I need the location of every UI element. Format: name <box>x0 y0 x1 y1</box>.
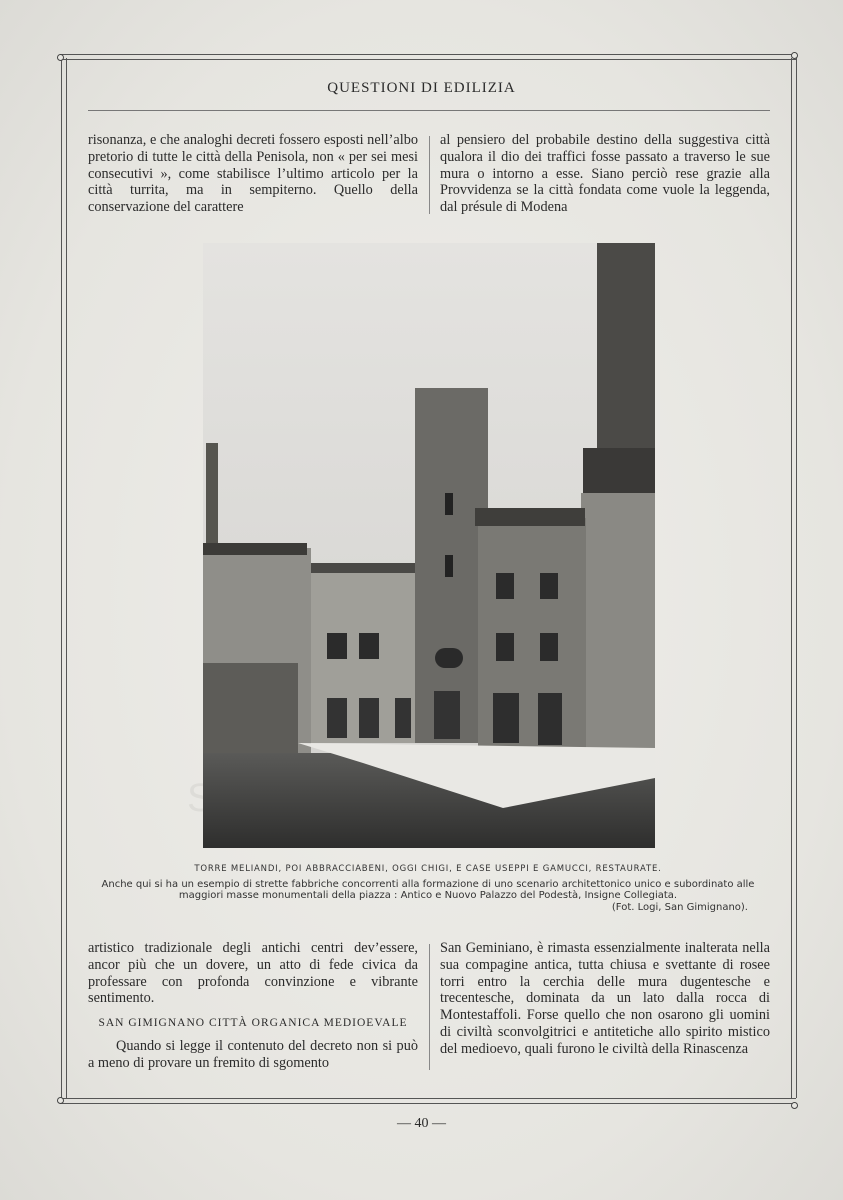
top-left-column <box>88 132 418 216</box>
frame-border-left <box>61 58 67 1098</box>
top-right-column <box>440 132 770 216</box>
photo-illustration <box>203 243 655 848</box>
house-window <box>359 633 379 659</box>
frame-corner-ornament <box>791 52 798 59</box>
house-window <box>540 573 558 599</box>
architecture-photo <box>203 243 655 848</box>
house-window <box>540 633 558 661</box>
left-shadow <box>203 663 298 753</box>
bottom-right-column <box>440 940 770 1058</box>
house-window <box>496 573 514 599</box>
house-window <box>327 633 347 659</box>
bottom-right-text: San Geminiano, è rimasta essenzialmente inalterata nella sua compagine antica, tutta chiusa e svettante di rosee torri entro la cerchia delle mura dugentesche e trecentesche, dominata da un lato dalla rocca di Montestaffoli. Forse quello che non osarono gli uomini di civiltà sconvolgitrici e antitetiche allo spirito mistico del medioevo, quali furono le civiltà della Rinascenza <box>440 940 770 1057</box>
right-tower <box>597 243 655 458</box>
frame-corner-ornament <box>791 1102 798 1109</box>
house-roof <box>475 508 585 526</box>
right-palace <box>581 493 655 753</box>
house-door <box>538 693 562 745</box>
left-roof <box>203 543 307 555</box>
tower-door <box>434 691 460 739</box>
house-door <box>327 698 347 738</box>
house-door <box>493 693 519 743</box>
frame-border-right <box>791 58 797 1098</box>
bottom-left-paragraph-2: Quando si legge il contenuto del decreto non si può a meno di provare un fremito di sgomento <box>88 1037 418 1071</box>
tower-window <box>445 555 453 577</box>
caption-title: TORRE MELIANDI, POI ABBRACCIABENI, OGGI CHIGI, E CASE USEPPI E GAMUCCI, RESTAURATE. <box>194 864 662 874</box>
header-rule <box>88 110 770 111</box>
house-door <box>359 698 379 738</box>
frame-border-top <box>60 54 796 60</box>
frame-corner-ornament <box>57 1097 64 1104</box>
running-header: QUESTIONI DI EDILIZIA <box>327 80 516 96</box>
bottom-left-paragraph: artistico tradizionale degli antichi centri dev’essere, ancor più che un dovere, un atto di fede civica da professare con profonda convinzione e vibrante sentimento. <box>88 940 418 1007</box>
photo-caption <box>86 864 770 913</box>
house-door <box>395 698 411 738</box>
page-number: — 40 — <box>397 1116 446 1131</box>
caption-body: Anche qui si ha un esempio di strette fabbriche concorrenti alla formazione di uno scenario architettonico unico e subordinato alle maggiori masse monumentali della piazza : Antico e Nuovo Palazzo del Podestà, Insigne Collegiata. <box>101 878 755 901</box>
frame-border-bottom <box>60 1098 796 1104</box>
top-left-text: risonanza, e che analoghi decreti fossero esposti nell’albo pretorio di tutte le città della Penisola, non « per sei mesi consecutivi », come stabilisce l’ultimo articolo per la città turrita, ma in sempiterno. Quello della conservazione del carattere <box>88 132 418 216</box>
tower-window <box>435 648 463 668</box>
caption-credit: (Fot. Logi, San Gimignano). <box>611 901 748 913</box>
left-small-tower <box>206 443 218 553</box>
section-subheading: SAN GIMIGNANO CITTÀ ORGANICA MEDIOEVALE <box>98 1017 408 1030</box>
bottom-left-column <box>88 940 418 1072</box>
house-window <box>496 633 514 661</box>
column-divider <box>429 944 430 1070</box>
house-roof <box>309 563 415 573</box>
column-divider <box>429 136 430 214</box>
tower-window <box>445 493 453 515</box>
top-right-text: al pensiero del probabile destino della suggestiva città qualora il dio dei traffici fosse passato a traverso le sue mura o intorno a esse. Siano perciò rese grazie alla Provvidenza se la città fondata come vuole la leggenda, dal présule di Modena <box>440 132 770 216</box>
frame-corner-ornament <box>57 54 64 61</box>
